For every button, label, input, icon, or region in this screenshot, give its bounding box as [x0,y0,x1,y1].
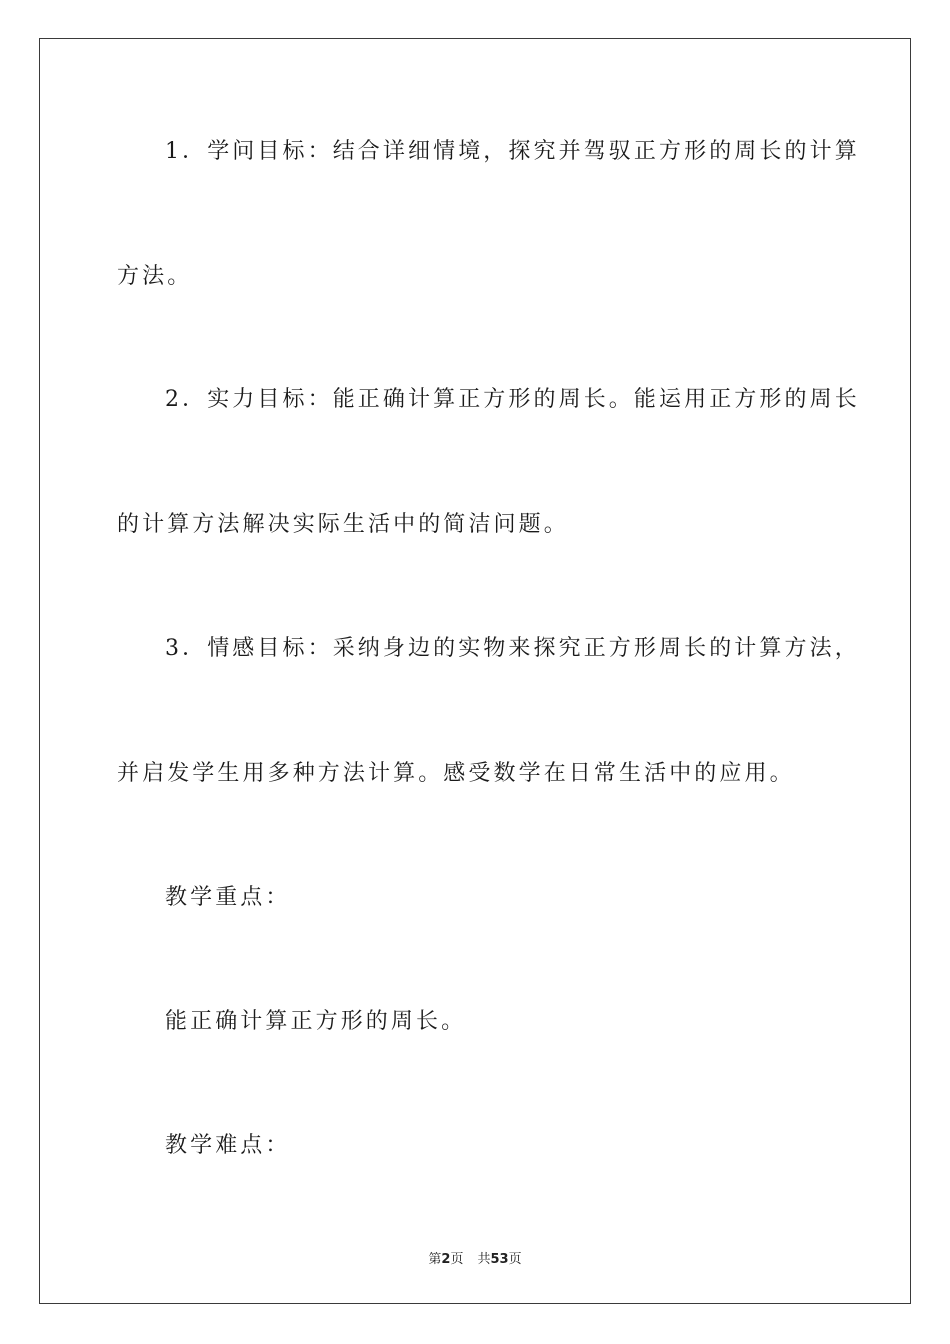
page-border [39,38,911,1304]
page-number: 2 [441,1252,451,1267]
page-prefix: 第 [428,1252,442,1267]
paragraph-line: 2．实力目标：能正确计算正方形的周长。能运用正方形的周长 [165,387,860,412]
section-heading-difficulties: 教学难点： [165,1133,291,1158]
paragraph-line: 并启发学生用多种方法计算。感受数学在日常生活中的应用。 [117,761,795,786]
page-suffix: 页 [450,1252,464,1267]
total-pages: 53 [490,1252,509,1267]
total-prefix: 共 [477,1252,491,1267]
paragraph-line: 方法。 [117,264,193,289]
section-heading-key-points: 教学重点： [165,885,291,910]
paragraph-line: 1．学问目标：结合详细情境，探究并驾驭正方形的周长的计算 [165,139,860,164]
paragraph-line: 的计算方法解决实际生活中的简洁问题。 [117,512,569,537]
paragraph-line: 能正确计算正方形的周长。 [165,1009,467,1034]
page-footer [0,1248,950,1267]
total-suffix: 页 [508,1252,522,1267]
paragraph-line: 3．情感目标：采纳身边的实物来探究正方形周长的计算方法， [165,636,860,661]
